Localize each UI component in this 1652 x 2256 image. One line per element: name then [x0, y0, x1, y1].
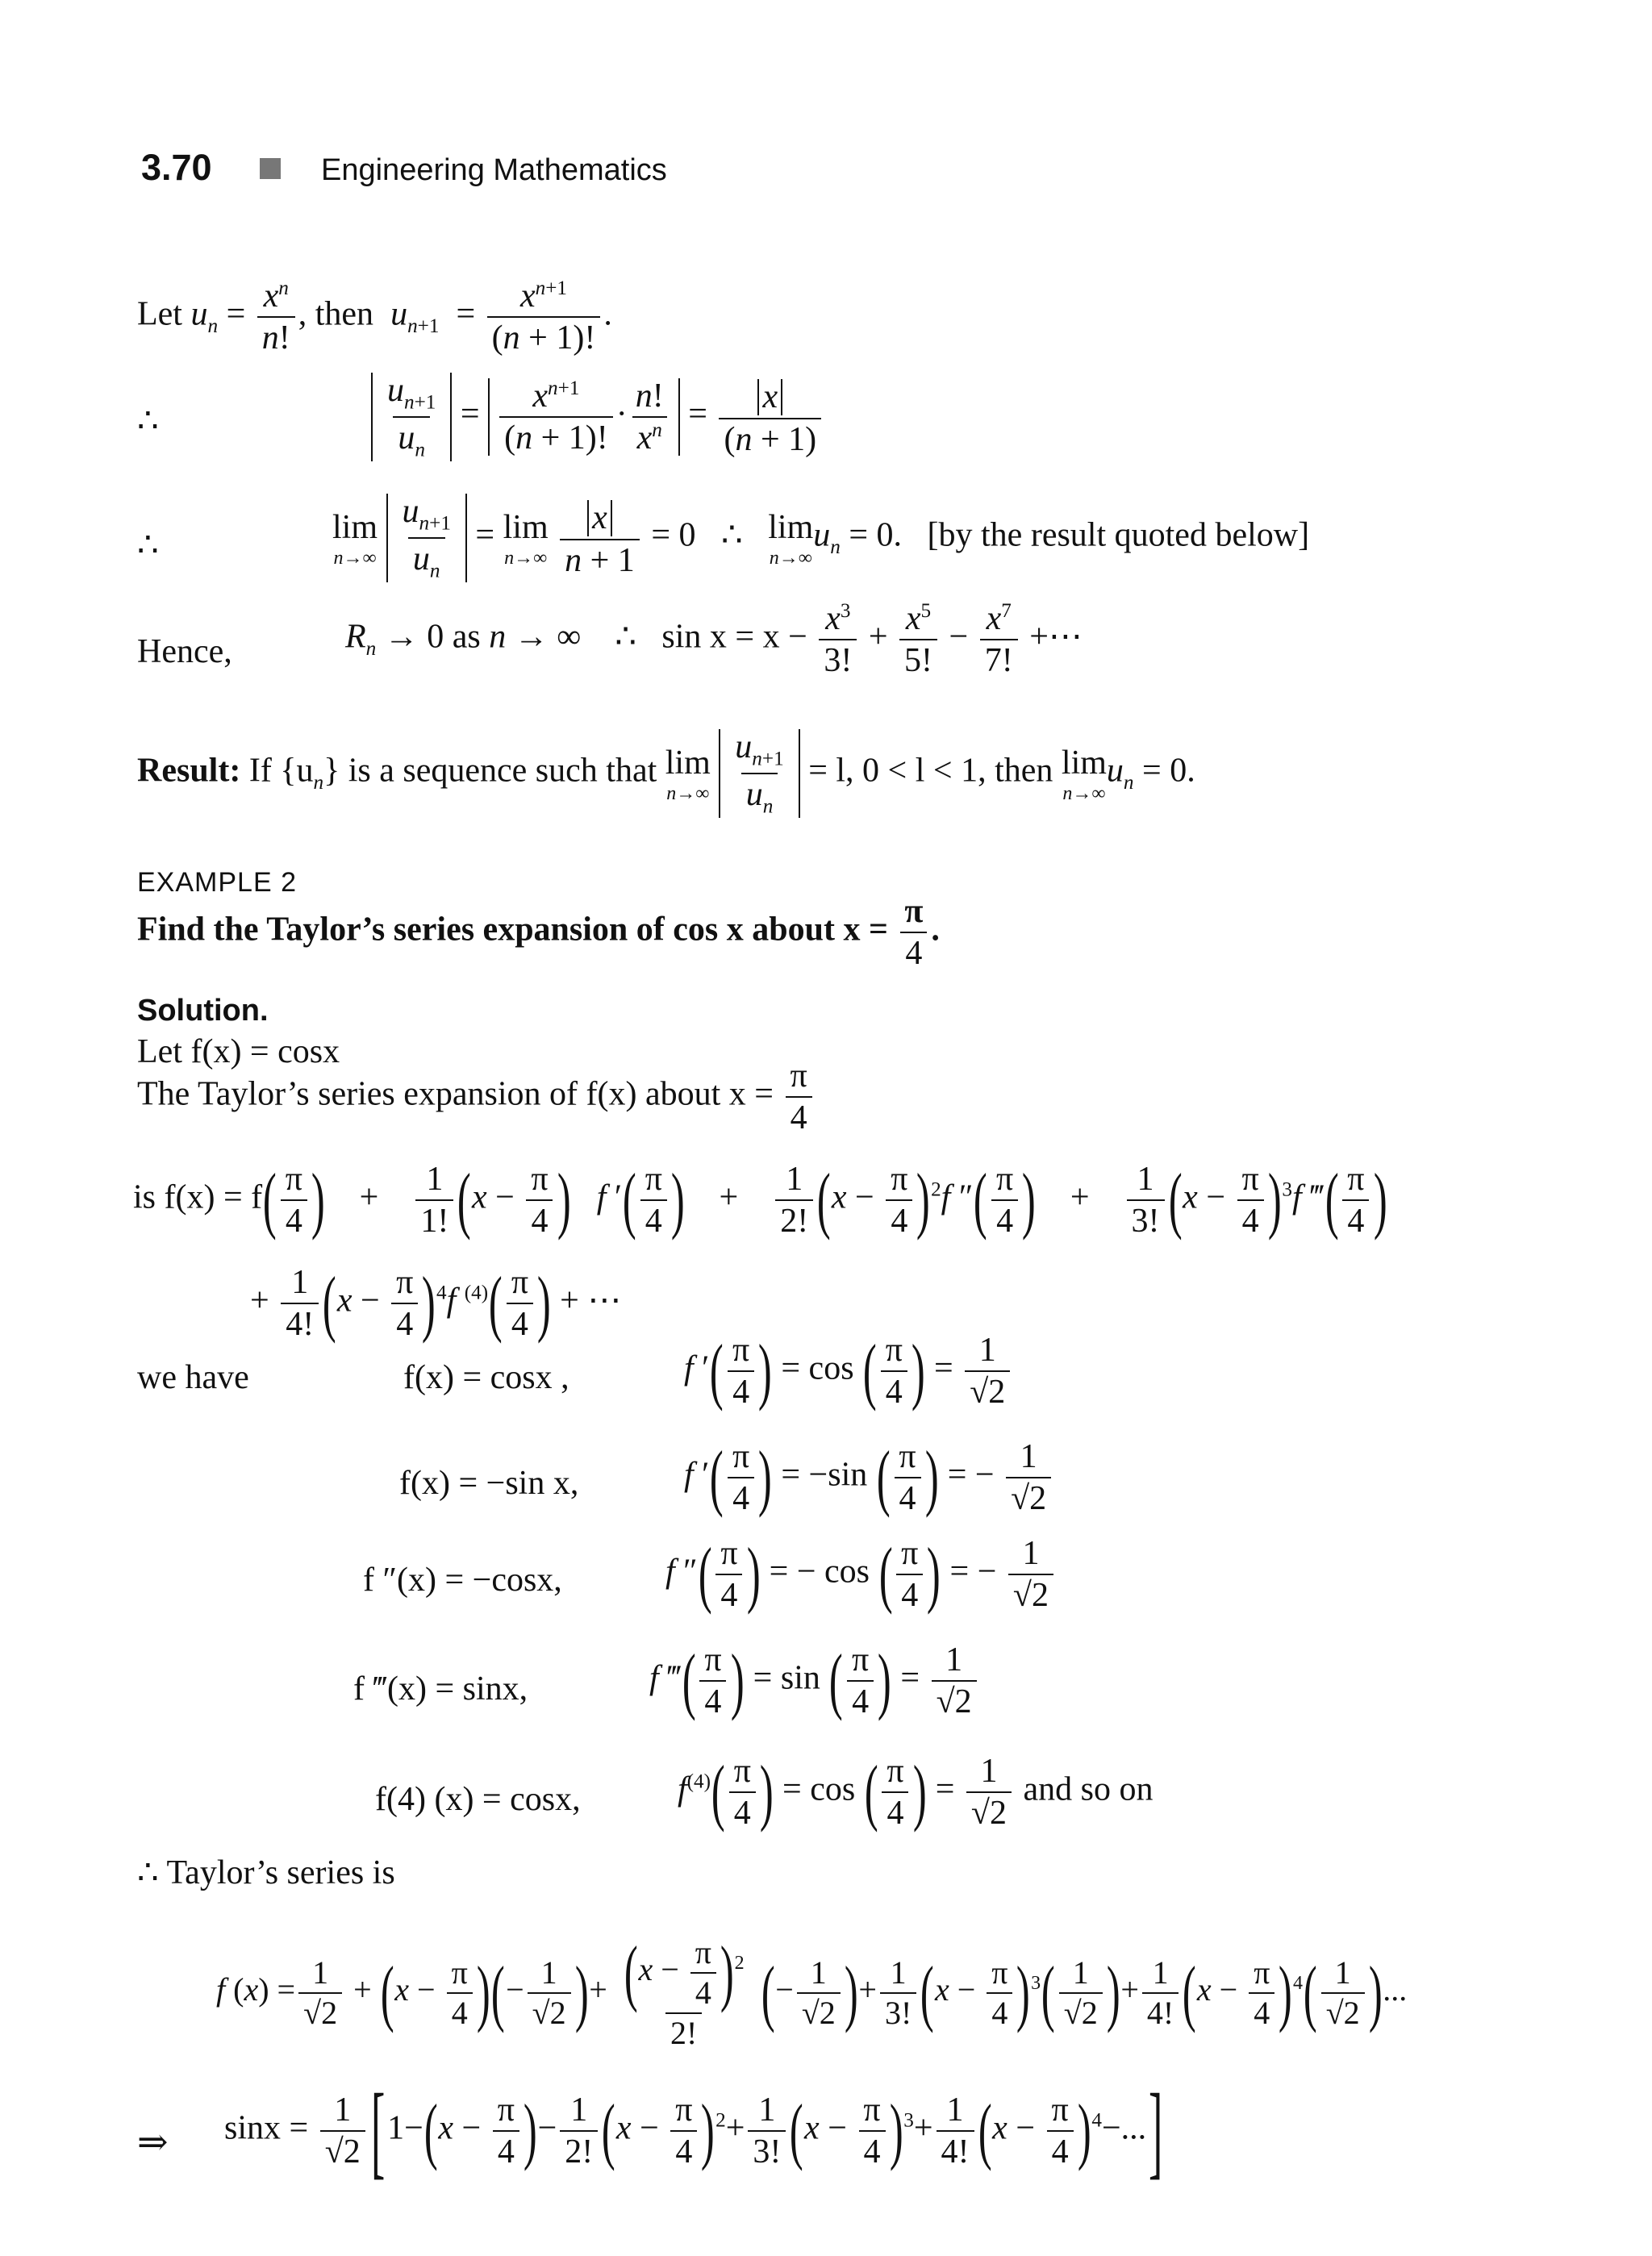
taylor-is-label: ∴ Taylor’s series is [137, 1854, 395, 1891]
series-ellipsis: +⋯ [1029, 618, 1083, 656]
result-label: Result: [137, 752, 241, 790]
deriv-4-lhs: f(4) (x) = cosx, [375, 1781, 581, 1818]
result-line: Result: If $\{u_n\}$ is a sequence such that lim n→∞ $\frac{u_{n+1}}{u_n}$ = l, 0 < l < 1, then lim n→∞ $u_n = 0$. [137, 728, 1195, 818]
four-digit: 4 [900, 932, 927, 971]
result-text-2: } is a sequence such that [323, 752, 657, 790]
and-so-on: and so on [1023, 1770, 1153, 1808]
pi-symbol: π [904, 893, 924, 930]
page-number: 3.70 [141, 147, 212, 188]
therefore-symbol: ∴ [721, 516, 743, 554]
let-label: Let [137, 295, 182, 333]
deriv-sign: = − [949, 1553, 997, 1591]
deriv-sign: = [900, 1659, 920, 1697]
deriv-fn: = cos [781, 1349, 854, 1387]
deriv-0-rhs: f ′( $\frac{\pi}{4}$ ) = cos ( $\frac{\pi}{4}$ ) = $\frac{1}{√2}$ [684, 1332, 1013, 1410]
deriv-1-lhs: f(x) = −sin x, [399, 1465, 579, 1502]
deriv-fn: = cos [782, 1770, 856, 1808]
limit-line: lim n→∞ $\frac{u_{n+1}}{u_n}$ = lim n→∞ $\frac{x}{n + 1}$ = 0 ∴ lim n→∞ $u_n = 0$. [by the result quoted below] [332, 493, 1310, 582]
fraction: $\frac{x^{n+1}}{(n + 1)!}$ [487, 278, 601, 356]
taylor-general-line: is f(x) = f( $\frac{\pi}{4}$ ) + $\frac{1}{1!}$ (x − $\frac{\pi}{4}$ ) f ′( $\frac{\pi}{4}$ ) + $\frac{1}{2!}$ (x − $\frac{\pi}{4}$ )$^2$f ″( $\frac{\pi}{4}$ ) + $\frac{1}{3!}$ (x − $\frac{\pi}{4}$ )$^3$f ‴( $\frac{\pi}{4}$ ) [133, 1158, 1387, 1241]
deriv-fn: = −sin [781, 1456, 868, 1494]
deriv-0-lhs: f(x) = cosx , [403, 1359, 569, 1396]
hence-line: $R_n \to 0$ as n → ∞ ∴ sin x = x − $\frac{x^3}{3!}$ + $\frac{x^5}{5!}$ − $\frac{x^7}{7!}$ +⋯ [345, 600, 1083, 680]
then-label: , then [298, 295, 374, 333]
taylor-general-line-2: + $\frac{1}{4!}$ (x − $\frac{\pi}{4}$ )$^4$f $^{(4)}$( $\frac{\pi}{4}$ ) + ⋯ [250, 1261, 622, 1345]
hence-label: Hence, [137, 633, 232, 670]
result-text: If {u [248, 752, 314, 790]
deriv-sign: = − [947, 1456, 995, 1494]
solution-line-1: Let f(x) = cosx [137, 1033, 340, 1070]
example-label: EXAMPLE 2 [137, 867, 297, 898]
book-title: Engineering Mathematics [321, 153, 667, 187]
result-condition: = l, 0 < l < 1, then [808, 752, 1053, 790]
deriv-2-lhs: f ″(x) = −cosx, [363, 1562, 562, 1599]
is-f-label: is f(x) = f [133, 1178, 263, 1216]
deriv-fn: = − cos [769, 1553, 870, 1591]
sin-series-start: sin x = x − [661, 618, 807, 656]
solution-line-2: The Taylor’s series expansion of f(x) about x = $\frac{\pi}{4}$ [137, 1058, 816, 1136]
let-un-line: Let $u_n$ = $\frac{x^n}{n!}$ , then $u_{n+1}$ = $\frac{x^{n+1}}{(n + 1)!}$ . [137, 277, 612, 357]
zero-value: = 0 [651, 516, 696, 554]
deriv-sign: = [934, 1349, 953, 1387]
fraction: $\frac{x^n}{n!}$ [257, 278, 295, 356]
deriv-fn: = sin [753, 1659, 820, 1697]
therefore-symbol: ∴ [137, 402, 159, 440]
we-have-label: we have [137, 1359, 249, 1396]
deriv-2-rhs: f ″( $\frac{\pi}{4}$ ) = − cos ( $\frac{\pi}{4}$ ) = − $\frac{1}{√2}$ [665, 1536, 1057, 1613]
solution-label: Solution. [137, 994, 269, 1028]
example-title-line: Find the Taylor’s series expansion of cos x about x = $\frac{\pi}{4}$ . [137, 893, 940, 973]
rn-text: → 0 as [384, 618, 481, 656]
header-square-icon [260, 158, 281, 179]
taylor-expansion-line: f (x) = $\frac{1}{√2}$ + (x − $\frac{\pi}{4}$ )(− $\frac{1}{√2}$ )+ (x − $\frac{\pi}{4}$ )$^2$ 2! (− $\frac{1}{√2}$ )+ $\frac{1}{3!}$ (x − $\frac{\pi}{4}$ )$^3$( $\frac{1}{√2}$ )+ $\frac{1}{4!}$ (x − $\frac{\pi}{4}$ )$^4$( $\frac{1}{√2}$ )... [216, 1931, 1408, 2051]
deriv-sign: = [935, 1770, 955, 1808]
therefore-symbol: ∴ [137, 527, 159, 564]
final-sin-line: sinx = $\frac{1}{√2}$ [1−(x − $\frac{\pi}{4}$ )− $\frac{1}{2!}$ (x − $\frac{\pi}{4}$ )$^2$+ $\frac{1}{3!}$ (x − $\frac{\pi}{4}$ )$^3$+ $\frac{1}{4!}$ (x − $\frac{\pi}{4}$ )$^4$−...] [224, 2073, 1163, 2189]
expansion-text: The Taylor’s series expansion of f(x) about x = [137, 1075, 774, 1113]
result-conclusion: = 0. [1142, 752, 1195, 790]
example-title: Find the Taylor’s series expansion of cos x about x = [137, 911, 888, 949]
deriv-3-lhs: f ‴(x) = sinx, [353, 1670, 528, 1708]
deriv-4-rhs: $f^{(4)}$( $\frac{\pi}{4}$ ) = cos ( $\frac{\pi}{4}$ ) = $\frac{1}{√2}$ and so on [678, 1750, 1153, 1833]
implies-symbol: ⇒ [137, 2121, 169, 2162]
result-note: [by the result quoted below] [927, 516, 1310, 554]
deriv-1-rhs: f ′( $\frac{\pi}{4}$ ) = −sin ( $\frac{\pi}{4}$ ) = − $\frac{1}{√2}$ [684, 1439, 1054, 1516]
deriv-3-rhs: f ‴( $\frac{\pi}{4}$ ) = sin ( $\frac{\pi}{4}$ ) = $\frac{1}{√2}$ [649, 1642, 980, 1720]
final-lhs: sinx = [224, 2109, 309, 2147]
ratio-line: $\frac{u_{n+1}}{u_n}$ = $\frac{x^{n+1}}{(n + 1)!}$ · $\frac{n!}{x^n}$ = $\frac{x}{(n + 1)}$ [371, 373, 824, 461]
